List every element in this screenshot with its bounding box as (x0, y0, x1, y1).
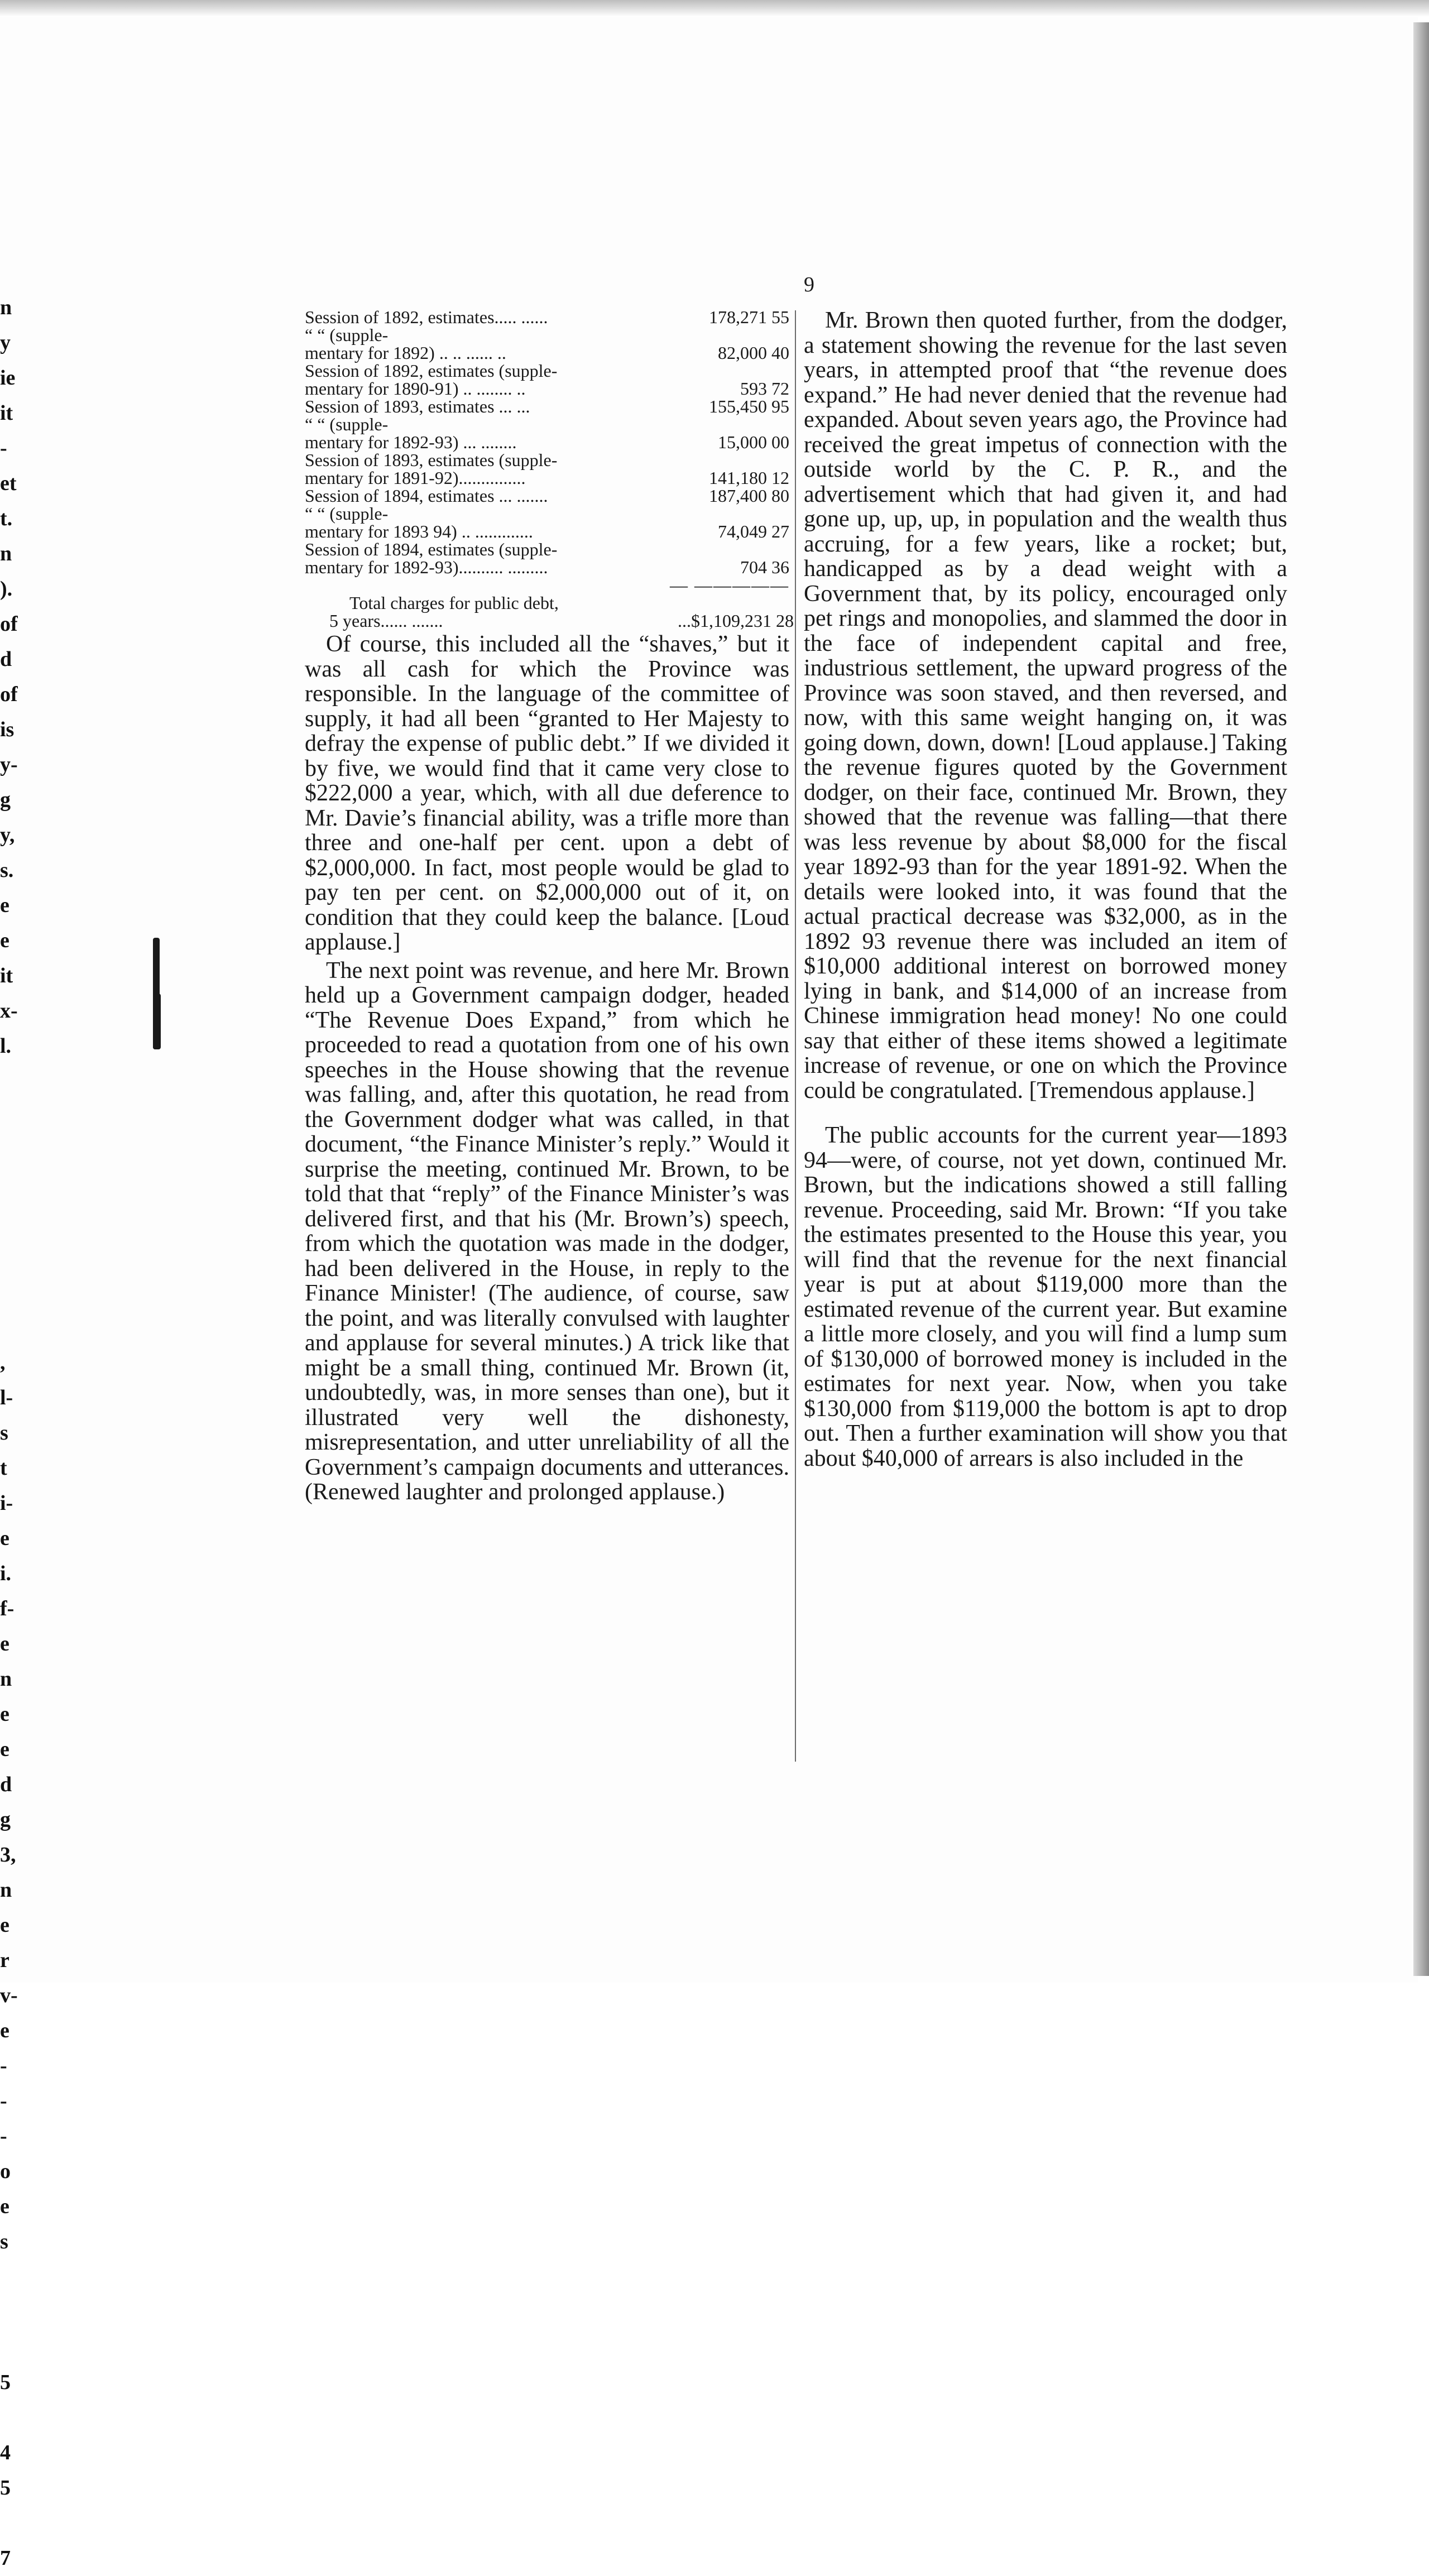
margin-fragment: x- (0, 999, 18, 1023)
margin-fragment (0, 2506, 22, 2541)
margin-fragment (0, 2400, 22, 2435)
margin-fragment: g (0, 1808, 11, 1831)
margin-fragment (0, 1064, 22, 1099)
binding-mark-lower (153, 994, 161, 1049)
ledger-description: “ “ (supple- (305, 503, 389, 524)
ledger-description: mentary for 1893 94) .. ............. (305, 521, 533, 541)
margin-fragment: 7 (0, 2546, 11, 2570)
ledger-row (305, 433, 789, 451)
ledger-row (305, 415, 789, 433)
page-right-edge (1413, 22, 1429, 1976)
paragraph-public-accounts: The public accounts for the current year—1893 94—were, of course, not yet down, continued Mr. Brown, but the indications showed a still falling revenue. Proceeding, said Mr. Brown: “If you take the estimates presented to the House this year, you will find that the revenue for the next financial year is put at about $119,000 more than the estimated revenue of the current year. But examine a little more closely, and you will find a lump sum of $130,000 of borrowed money is included in the estimates for next year. Now, when you take $130,000 from $119,000 the bottom is apt to drop out. Then a further examination will show you that about $40,000 of arrears is also included in the (804, 1122, 1287, 1471)
margin-fragment: s (0, 2230, 8, 2253)
ledger-total-label: Total charges for public debt, (349, 593, 559, 613)
paragraph-revenue-dodger: The next point was revenue, and here Mr. Brown held up a Government campaign dodger, headed “The Revenue Does Expand,” from which he proceeded to read a quotation from one of his own speeches in the House showing that the revenue was falling, and, after this quotation, he read from the Government dodger what was called, in that document, “the Finance Minister’s reply.” Would it surprise the meeting, continued Mr. Brown, to be told that that “reply” of the Finance Minister’s was delivered first, and that his (Mr. Brown’s) speech, from which the quotation was made in the dodger, had been delivered in the House, in reply to the Finance Minister! (The audience, of course, saw the point, and was literally convulsed with laughter and applause for several minutes.) A trick like that might be a small thing, continued Mr. Brown (it, undoubtedly, was, in more senses than one), but it illustrated very well the dishonesty, misrepresentation, and utter unreliability of all the Government’s campaign documents and utterances. (Renewed laughter and prolonged applause.) (305, 957, 789, 1505)
ledger-amount: 141,180 12 (709, 468, 789, 488)
ledger-total-row (305, 611, 794, 631)
margin-fragment: - (0, 2089, 7, 2113)
margin-fragment (0, 1169, 22, 1205)
margin-fragment: f- (0, 1597, 15, 1620)
ledger-description: Session of 1892, estimates..... ...... (305, 307, 548, 327)
margin-fragment: y, (0, 823, 15, 847)
ledger-total-amount: ...$1,109,231 28 (678, 611, 794, 631)
ledger-amount: 187,400 80 (709, 486, 789, 506)
margin-fragment: - (0, 2054, 7, 2078)
margin-fragment (0, 2295, 22, 2330)
margin-fragment: s (0, 1421, 8, 1445)
margin-fragment: it (0, 401, 13, 425)
ledger-amount: 704 36 (740, 557, 789, 577)
margin-fragment: e (0, 1702, 9, 1726)
ledger-row (305, 380, 789, 397)
margin-fragment: - (0, 2124, 7, 2148)
margin-fragment: e (0, 2195, 9, 2218)
margin-fragment (0, 1240, 22, 1275)
ledger-description: “ “ (supple- (305, 414, 389, 434)
ledger-row (305, 397, 789, 415)
ledger-description: mentary for 1892) .. .. ...... .. (305, 343, 506, 363)
ledger-description: Session of 1893, estimates ... ... (305, 396, 530, 416)
ledger-description: Session of 1894, estimates (supple- (305, 539, 558, 559)
ledger-amount: 74,049 27 (718, 521, 789, 541)
margin-fragment: t. (0, 507, 13, 530)
margin-fragment (0, 2330, 22, 2365)
debt-charges-ledger (305, 307, 794, 631)
margin-fragment: of (0, 612, 18, 636)
page-top-edge (0, 0, 1429, 17)
margin-fragment: e (0, 1913, 9, 1937)
left-column (305, 307, 794, 1508)
ledger-description: Session of 1894, estimates ... ....... (305, 486, 548, 506)
margin-fragment: ie (0, 366, 16, 390)
margin-fragment: l. (0, 1034, 12, 1058)
margin-fragment: et (0, 472, 17, 495)
ledger-row (305, 540, 789, 558)
ledger-amount: 178,271 55 (709, 307, 789, 327)
margin-fragment: n (0, 542, 12, 565)
ledger-row (305, 558, 789, 576)
ledger-row (305, 522, 789, 540)
paragraph-shaves: Of course, this included all the “shaves,” but it was all cash for which the Province was responsible. In the language of the committee of supply, it had all been “granted to Her Majesty to defray the expense of public debt.” If we divided it by five, we would find that it came very close to $222,000 a year, which, with all due deference to Mr. Davie’s financial ability, was a trifle more than three and one-half per cent. upon a debt of $2,000,000. In fact, most people would be glad to pay ten per cent. on $2,000,000 out of it, on condition that they could keep the balance. [Loud applause.] (305, 631, 789, 955)
ledger-description: Session of 1892, estimates (supple- (305, 361, 558, 381)
margin-fragment: 5 (0, 2371, 11, 2394)
ledger-amount: 155,450 95 (709, 396, 789, 416)
ledger-total-rule: — ————— (670, 575, 789, 595)
margin-fragment: - (0, 436, 7, 460)
ledger-description: mentary for 1890-91) .. ........ .. (305, 378, 526, 399)
right-column (804, 308, 1287, 1474)
paragraph-revenue-quote: Mr. Brown then quoted further, from the dodger, a statement showing the revenue for the last seven years, in attempted proof that “the revenue does expand.” He had never denied that the revenue had expanded. About seven years ago, the Province had received the great impetus of connection with the outside world by the C. P. R., and the advertisement which that had given it, and had gone up, up, up, in population and the wealth thus accruing, for a few years, like a rocket; but, handicapped as by a dead weight with a Government that, by its policy, encouraged only pet rings and monopolies, and slammed the door in the face of independent capital and free, industrious settlement, the upward progress of the Province was soon staved, and then reversed, and now, with this same weight hanging on, it was going down, down, down! [Loud applause.] Taking the revenue figures quoted by the Government dodger, on their face, continued Mr. Brown, they showed that the revenue was falling—that there was less revenue by about $8,000 for the fiscal year 1892-93 than for the year 1891-92. When the details were looked into, it was found that the actual practical decrease was $32,000, as in the 1892 93 revenue there was included an item of $10,000 additional interest on borrowed money lying in bank, and $14,000 of an increase from Chinese immigration head money! No one could say that either of these items showed a legitimate increase of revenue, or one on which the Province could be congratulated. [Tremendous applause.] (804, 308, 1287, 1104)
ledger-total-period: 5 years...... ....... (329, 611, 443, 631)
margin-fragment (0, 1099, 22, 1134)
margin-fragment: e (0, 2019, 9, 2042)
ledger-row (305, 505, 789, 522)
ledger-row (305, 451, 789, 469)
margin-fragment (0, 2260, 22, 2295)
margin-fragment: t (0, 1456, 7, 1480)
margin-fragment: s. (0, 858, 14, 882)
margin-fragment: , (0, 1351, 6, 1374)
margin-fragment: y- (0, 753, 18, 776)
margin-fragment: i- (0, 1491, 13, 1515)
margin-fragment: 4 (0, 2441, 11, 2464)
ledger-row (305, 326, 789, 344)
margin-fragment: of (0, 683, 18, 706)
margin-fragment: i. (0, 1562, 12, 1585)
ledger-row (305, 469, 789, 487)
margin-fragment: d (0, 1773, 12, 1796)
ledger-description: mentary for 1891-92)............... (305, 468, 526, 488)
column-divider (795, 310, 796, 1762)
page-number: 9 (804, 273, 814, 296)
margin-fragment: e (0, 1527, 9, 1550)
margin-fragment (0, 1134, 22, 1169)
margin-fragment: e (0, 1738, 9, 1761)
margin-fragment: 3, (0, 1843, 16, 1867)
margin-fragment: o (0, 2160, 11, 2183)
margin-fragment: n (0, 1667, 12, 1691)
ledger-amount: 15,000 00 (718, 432, 789, 452)
ledger-description: mentary for 1892-93).......... ......... (305, 557, 548, 577)
margin-fragment: it (0, 964, 13, 987)
margin-fragment: e (0, 929, 9, 952)
margin-fragment: d (0, 647, 12, 671)
margin-fragment: 5 (0, 2476, 11, 2500)
margin-fragment: r (0, 1949, 9, 1972)
margin-fragment: is (0, 718, 15, 741)
margin-fragment: e (0, 894, 9, 917)
previous-page-margin-fragments (0, 290, 22, 2576)
margin-fragment: v- (0, 1984, 18, 2007)
margin-fragment: g (0, 788, 11, 812)
ledger-row (305, 308, 789, 326)
ledger-description: “ “ (supple- (305, 325, 389, 345)
margin-fragment: ). (0, 577, 13, 601)
margin-fragment: e (0, 1632, 9, 1656)
margin-fragment (0, 1310, 22, 1345)
margin-fragment (0, 1205, 22, 1240)
ledger-row (305, 362, 789, 380)
ledger-amount: 82,000 40 (718, 343, 789, 363)
margin-fragment: n (0, 296, 12, 319)
ledger-description: Session of 1893, estimates (supple- (305, 450, 558, 470)
margin-fragment (0, 1275, 22, 1310)
margin-fragment: l- (0, 1386, 13, 1409)
ledger-description: mentary for 1892-93) ... ........ (305, 432, 517, 452)
margin-fragment: n (0, 1878, 12, 1902)
ledger-amount: 593 72 (740, 378, 789, 399)
margin-fragment: y (0, 331, 11, 354)
ledger-row (305, 487, 789, 505)
ledger-row (305, 344, 789, 362)
